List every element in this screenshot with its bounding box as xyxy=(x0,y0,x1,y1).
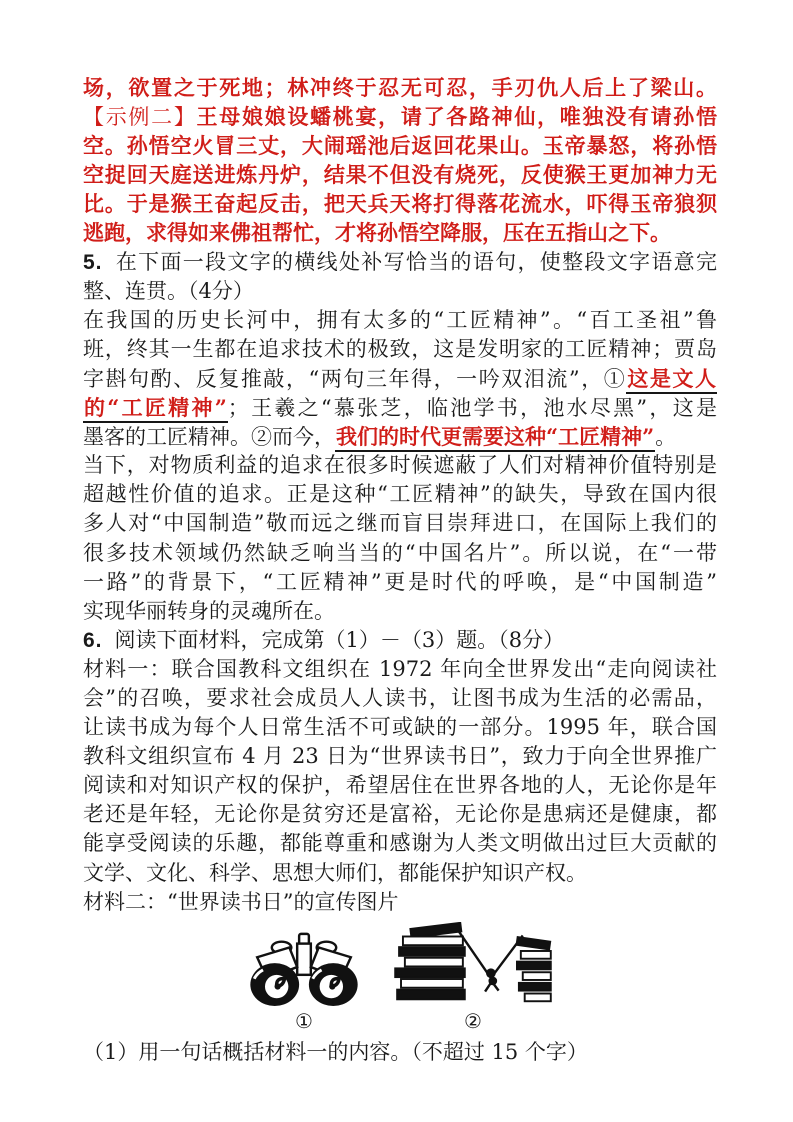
figure-1-label: ① xyxy=(295,1008,313,1033)
q5-passage-line-11: 实现华丽转身的灵魂所在。 xyxy=(83,598,335,623)
q5-passage-line-5 xyxy=(83,422,717,451)
world-reading-day-pictures xyxy=(245,922,717,1033)
q5-passage-line-1: 在我国的历史长河中，拥有太多的“工匠精神”。“百工圣祖”鲁 xyxy=(83,307,717,332)
q6-material1-line-6: 老还是年轻，无论你是贫穷还是富裕，无论你是患病还是健康，都 xyxy=(83,802,717,827)
q6-stem-line xyxy=(83,626,717,655)
q6-material1-line-8: 文学、文化、科学、思想大师们，都能保护知识产权。 xyxy=(83,860,587,885)
q5-passage-line-10: 一路”的背景下，“工匠精神”更是时代的呼唤，是“中国制造” xyxy=(83,569,717,594)
figure-2-label: ② xyxy=(464,1008,482,1033)
figure-1 xyxy=(245,928,363,1033)
q5-passage-line-9: 很多技术领域仍然缺乏响当当的“中国名片”。所以说，在“一带 xyxy=(83,540,717,565)
q6-subquestion-1: （1）用一句话概括材料一的内容。（不超过 15 个字） xyxy=(83,1039,588,1064)
example2-line-2: 空。孙悟空火冒三丈，大闹瑶池后返回花果山。玉帝暴怒，将孙悟 xyxy=(83,133,717,159)
example2-label: 【示例二】 xyxy=(83,105,197,130)
q6-stem-text: 阅读下面材料，完成第（1）－（3）题。（8分） xyxy=(114,627,565,652)
example2-line-4: 比。于是猴王奋起反击，把天兵天将打得落花流水，吓得玉帝狼狈 xyxy=(83,191,717,217)
q5-blank2-answer: 我们的时代更需要这种“工匠精神” xyxy=(335,424,655,452)
q5-number: 5. xyxy=(83,250,103,274)
example1-continuation-line: 场，欲置之于死地；林冲终于忍无可忍，手刃仇人后上了梁山。 xyxy=(83,75,717,100)
q5-passage-line-2: 班，终其一生都在追求技术的极致，这是发明家的工匠精神；贾岛 xyxy=(83,336,717,361)
q6-material2-caption: 材料二：“世界读书日”的宣传图片 xyxy=(83,889,399,914)
q6-material1-line-7: 能享受阅读的乐趣，都能尊重和感谢为人类文明做出过巨大贡献的 xyxy=(83,831,717,856)
q5-stem-line-2: 整、连贯。（4分） xyxy=(83,278,254,303)
q5-blank1-answer-part1: 这是文人 xyxy=(626,366,717,394)
q5-blank1-answer-part2: 的“工匠精神” xyxy=(83,395,228,423)
q5-passage-line-8: 多人对“中国制造”敬而远之继而盲目崇拜进口，在国际上我们的 xyxy=(83,511,717,536)
q5-passage-line-4 xyxy=(83,393,717,422)
q5-stem-text-1: 在下面一段文字的横线处补写恰当的语句，使整段文字语意完 xyxy=(114,249,717,274)
example2-line-5: 逃跑，求得如来佛祖帮忙，才将孙悟空降服，压在五指山之下。 xyxy=(83,220,671,246)
book-stacks-swing-illustration xyxy=(393,922,553,1008)
document-body xyxy=(83,73,717,1067)
q6-material1-line-4: 教科文组织宣布 4 月 23 日为“世界读书日”，致力于向全世界推广 xyxy=(83,744,717,769)
q5-passage-line-6: 当下，对物质利益的追求在很多时候遮蔽了人们对精神价值特别是 xyxy=(83,453,717,478)
q6-number: 6. xyxy=(83,628,103,652)
q5-passage-line-4-black: ；王羲之“慕张芝，临池学书，池水尽黑”，这是 xyxy=(227,396,717,421)
scroll-binoculars-illustration xyxy=(245,928,363,1008)
q6-material1-line-1: 材料一：联合国教科文组织在 1972 年向全世界发出“走向阅读社 xyxy=(83,656,717,681)
q5-passage-line-5-black1: 墨客的工匠精神。②而今， xyxy=(83,425,335,450)
q5-passage-line-3-black: 字斟句酌、反复推敲，“两句三年得，一吟双泪流”，① xyxy=(83,366,627,391)
example2-line-3: 空捉回天庭送进炼丹炉，结果不但没有烧死，反使猴王更加神力无 xyxy=(83,162,717,188)
q6-material1-line-3: 让读书成为每个人日常生活不可或缺的一部分。1995 年，联合国 xyxy=(83,715,717,740)
q5-passage-line-5-black2: 。 xyxy=(655,425,677,450)
q6-material1-line-5: 阅读和对知识产权的保护，希望居住在世界各地的人，无论你是年 xyxy=(83,773,717,798)
q5-passage-line-7: 超越性价值的追求。正是这种“工匠精神”的缺失，导致在国内很 xyxy=(83,482,717,507)
example2-line-1-text: 王母娘娘设蟠桃宴，请了各路神仙，唯独没有请孙悟 xyxy=(196,104,718,130)
example2-line-1 xyxy=(83,102,717,131)
q5-stem-line-1 xyxy=(83,248,717,277)
q6-material1-line-2: 会”的召唤，要求社会成员人人读书，让图书成为生活的必需品， xyxy=(83,685,717,710)
q5-passage-line-3 xyxy=(83,364,717,393)
figure-2 xyxy=(393,922,553,1033)
